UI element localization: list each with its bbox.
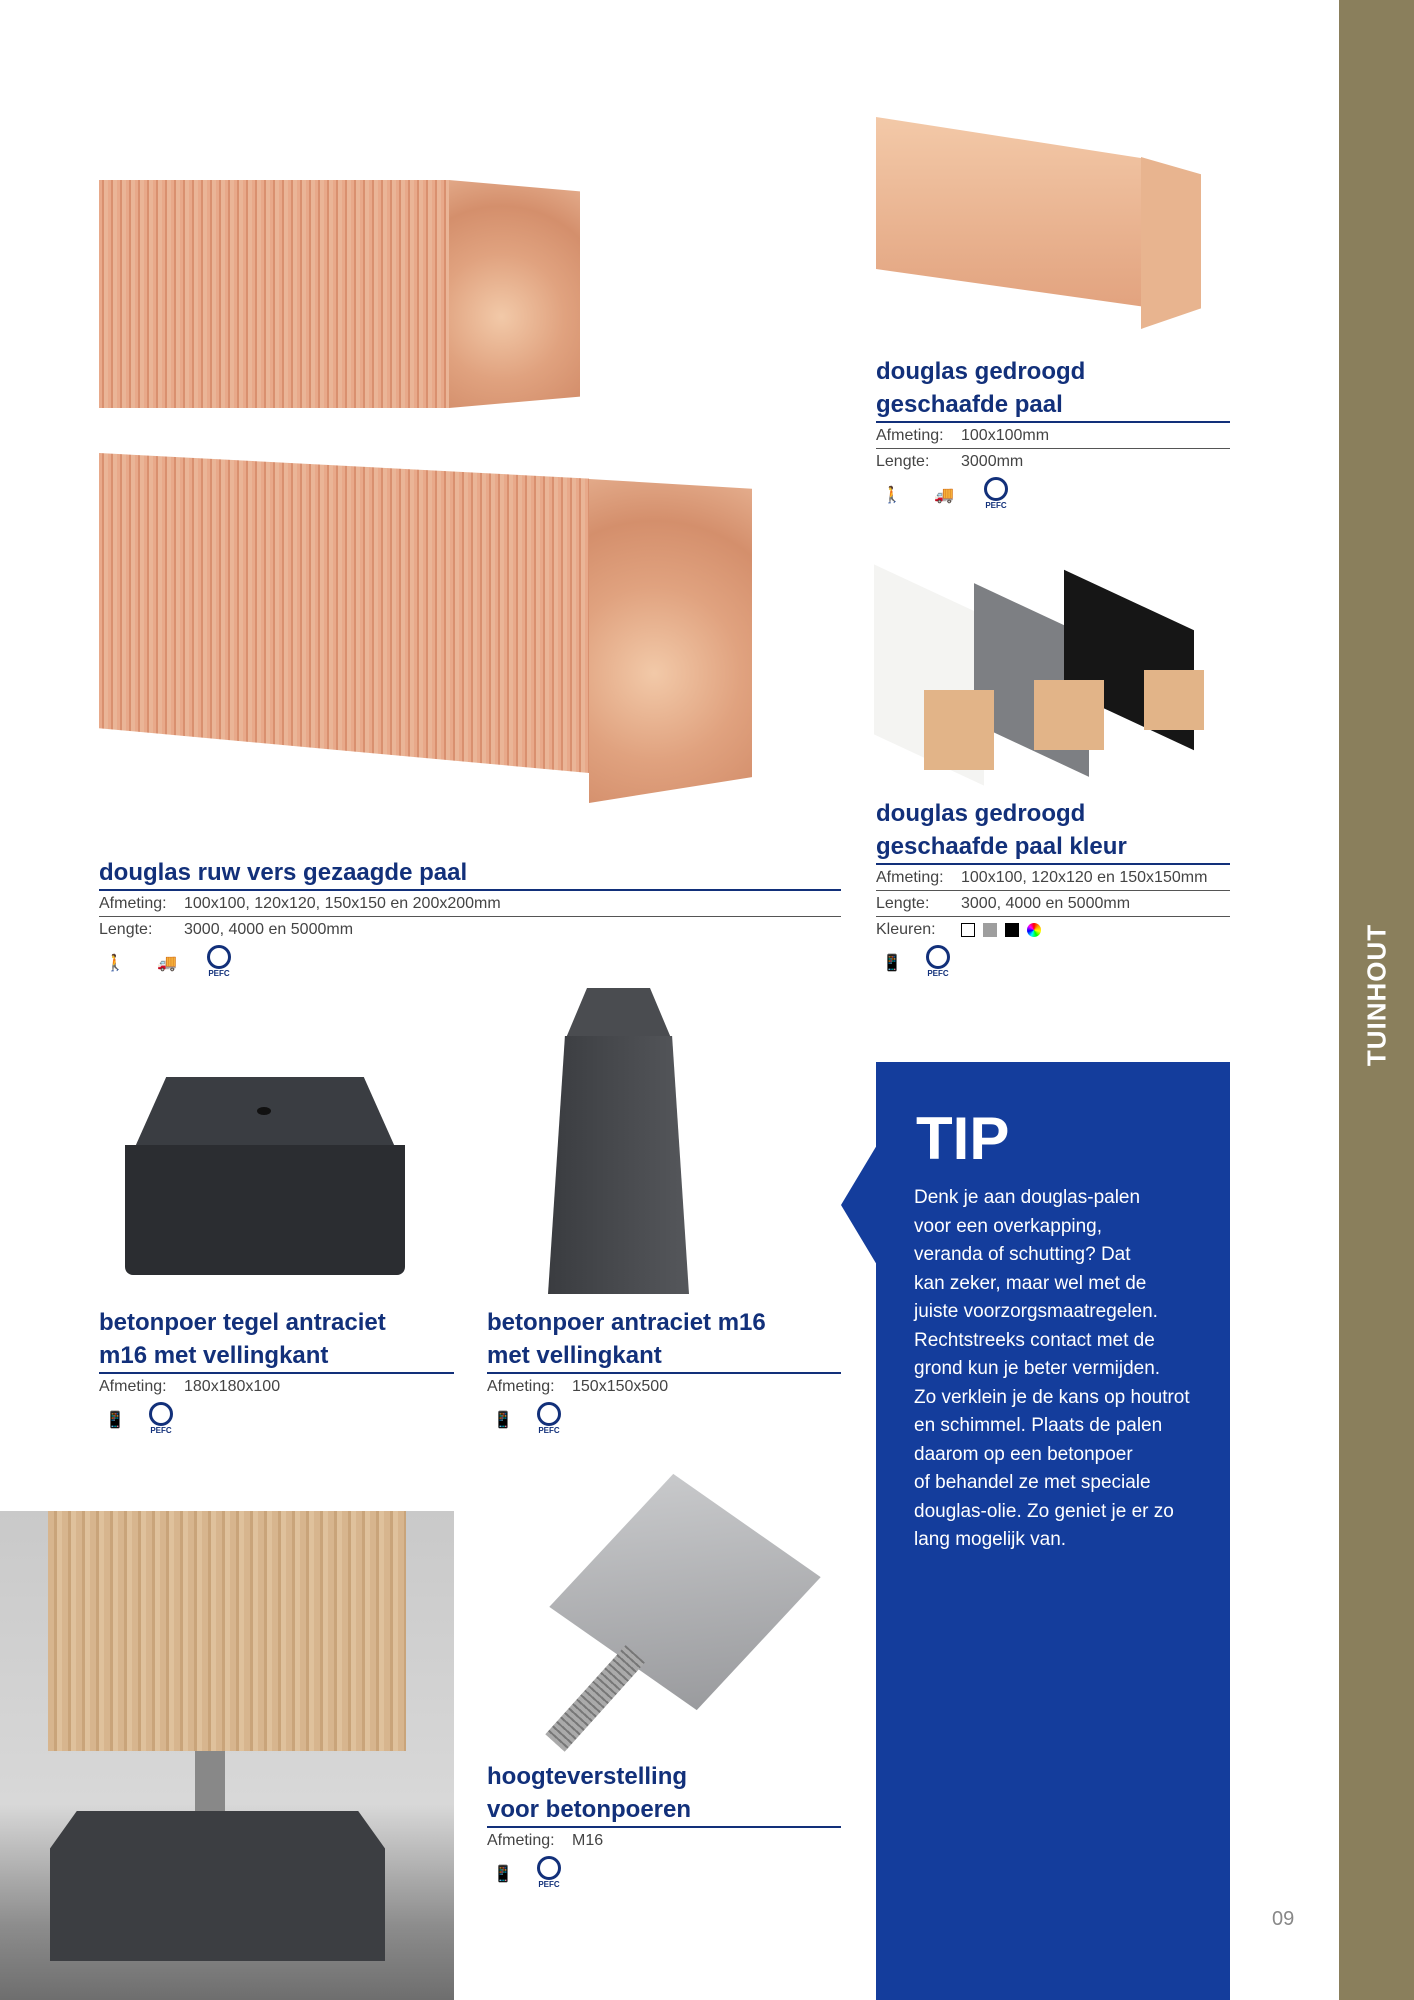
icon-row	[876, 943, 1230, 983]
icon-row	[487, 1400, 841, 1440]
product-image-height-adjuster	[535, 1492, 797, 1740]
tip-box	[876, 1062, 1230, 2000]
pefc-icon: PEFC	[203, 945, 235, 981]
carry-icon: 🚶	[105, 955, 125, 972]
tip-body: Denk je aan douglas-palen voor een overkapping, veranda of schutting? Dat kan zeker, maar wel met de juiste voorzorgsmaatregelen. Rechtstreeks contact met de grond kun je beter vermijden. Zo verklein je de kans op houtrot en schimmel. Plaats de palen daarom op een betonpoer of behandel ze met speciale douglas-olie. Zo geniet je er zo lang mogelijk van.	[914, 1187, 1190, 1550]
tip-heading: TIP	[916, 1105, 1010, 1172]
order-online-icon: 📱	[493, 1412, 513, 1429]
carry-icon: 🚶	[882, 487, 902, 504]
product-title: hoogteverstelling voor betonpoeren	[487, 1763, 692, 1823]
color-swatches	[961, 921, 1049, 939]
pefc-icon: PEFC	[533, 1856, 565, 1892]
pefc-icon: PEFC	[922, 945, 954, 981]
spec-row: Afmeting: 100x100mm	[876, 423, 1230, 449]
product-concrete-post	[487, 1306, 841, 1440]
order-online-icon: 📱	[105, 1412, 125, 1429]
delivery-truck-icon: 🚚	[157, 955, 177, 972]
icon-row	[99, 943, 841, 983]
order-online-icon: 📱	[493, 1866, 513, 1883]
spec-row-colors: Kleuren:	[876, 917, 1230, 943]
product-image-colored-posts	[864, 580, 1237, 780]
spec-row: Afmeting: 150x150x500	[487, 1378, 669, 1395]
delivery-truck-icon: 🚚	[934, 487, 954, 504]
product-title: douglas gedroogd geschaafde paal	[876, 358, 1086, 418]
swatch-white	[961, 923, 975, 937]
product-image-planed-post	[876, 117, 1205, 329]
product-title: douglas gedroogd geschaafde paal kleur	[876, 800, 1127, 860]
product-concrete-tile	[99, 1306, 454, 1440]
product-image-rough-post-small	[99, 170, 580, 410]
product-title: douglas ruw vers gezaagde paal	[99, 859, 468, 886]
icon-row	[99, 1400, 454, 1440]
pefc-icon: PEFC	[980, 477, 1012, 513]
swatch-black	[1005, 923, 1019, 937]
spec-row	[99, 891, 841, 917]
product-image-concrete-tile	[125, 1077, 405, 1281]
page-number: 09	[1272, 1908, 1295, 1930]
spec-value: 3000, 4000 en 5000mm	[184, 921, 354, 938]
product-rough-post	[99, 856, 841, 983]
spec-row: Lengte: 3000, 4000 en 5000mm	[876, 891, 1230, 917]
swatch-grey	[983, 923, 997, 937]
product-title: betonpoer antraciet m16 met vellingkant	[487, 1309, 766, 1369]
pefc-icon: PEFC	[145, 1402, 177, 1438]
tip-pointer	[841, 1145, 877, 1265]
product-planed-post	[876, 355, 1230, 515]
product-height-adjuster	[487, 1760, 841, 1894]
product-colored-post	[876, 797, 1230, 983]
product-image-rough-post-large	[99, 453, 752, 803]
order-online-icon: 📱	[882, 955, 902, 972]
swatch-multicolor	[1027, 923, 1041, 937]
spec-row: Afmeting: 180x180x100	[99, 1378, 281, 1395]
icon-row	[487, 1854, 841, 1894]
spec-row: Afmeting: M16	[487, 1832, 604, 1849]
product-image-concrete-post	[548, 988, 689, 1294]
icon-row	[876, 475, 1230, 515]
spec-row: Afmeting: 100x100, 120x120 en 150x150mm	[876, 865, 1230, 891]
spec-label: Lengte:	[99, 921, 153, 938]
pefc-icon: PEFC	[533, 1402, 565, 1438]
spec-row: Lengte: 3000mm	[876, 453, 1024, 470]
spec-value: 100x100, 120x120, 150x150 en 200x200mm	[184, 894, 501, 912]
photo-post-on-concrete-footing	[0, 1511, 454, 2000]
spec-row	[99, 917, 841, 943]
product-title: betonpoer tegel antraciet m16 met vellingkant	[99, 1309, 386, 1369]
spec-label: Afmeting:	[99, 894, 167, 912]
